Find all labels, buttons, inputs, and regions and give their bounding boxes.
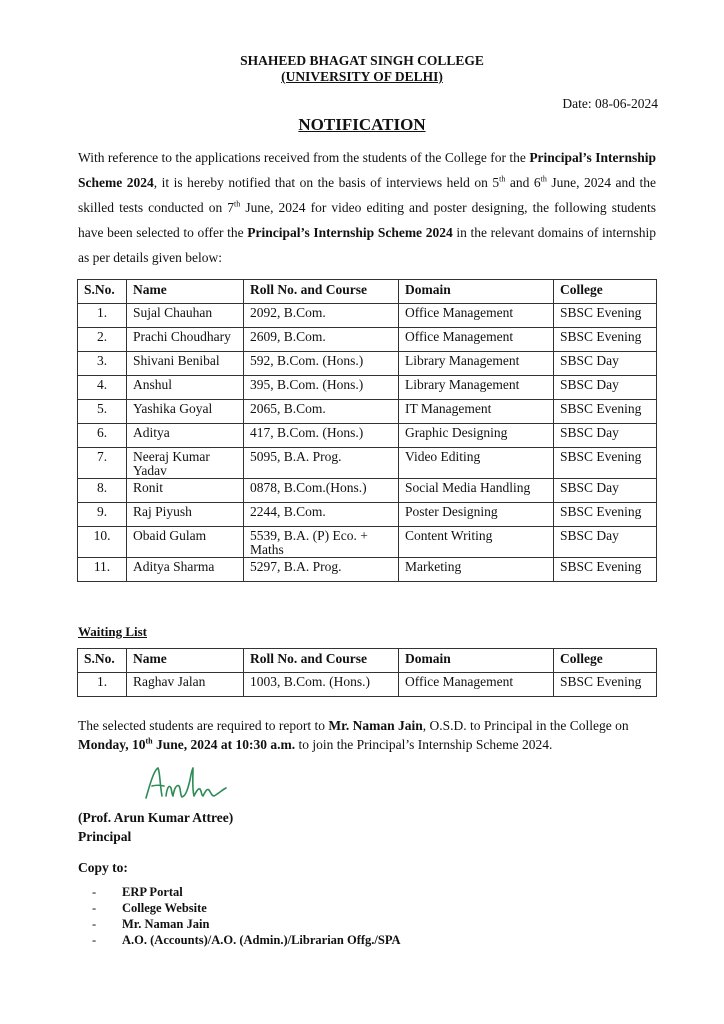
name-cell: Sujal Chauhan xyxy=(127,304,244,328)
intro-text: June, 2024 and the skilled tests conducted on xyxy=(78,175,657,215)
signatory-name: (Prof. Arun Kumar Attree) xyxy=(78,810,234,825)
column-header: College xyxy=(554,649,657,673)
table-row xyxy=(78,376,657,400)
waiting-list-table xyxy=(77,648,657,697)
selected-students-body xyxy=(78,304,657,582)
roll-course-cell: 395, B.Com. (Hons.) xyxy=(244,376,399,400)
serial-number-cell: 7. xyxy=(78,448,127,479)
domain-cell: Social Media Handling xyxy=(399,479,554,503)
table-row xyxy=(78,352,657,376)
name-cell: Raghav Jalan xyxy=(127,673,244,697)
name-cell: Ronit xyxy=(127,479,244,503)
date-suffix: th xyxy=(540,174,547,184)
roll-course-cell: 2065, B.Com. xyxy=(244,400,399,424)
serial-number-cell: 8. xyxy=(78,479,127,503)
report-text: to join the Principal’s Internship Scheme 2024. xyxy=(295,737,553,752)
list-dash: - xyxy=(92,901,97,915)
college-name: SHAHEED BHAGAT SINGH COLLEGE xyxy=(240,53,484,68)
serial-number-cell: 1. xyxy=(78,304,127,328)
college-cell: SBSC Evening xyxy=(554,673,657,697)
serial-number-cell: 5. xyxy=(78,400,127,424)
copy-to-item xyxy=(92,916,401,932)
domain-cell: Office Management xyxy=(399,304,554,328)
college-cell: SBSC Evening xyxy=(554,400,657,424)
name-cell: Raj Piyush xyxy=(127,503,244,527)
report-date xyxy=(78,737,295,752)
date-day: 7 xyxy=(227,200,235,215)
copy-to-heading: Copy to: xyxy=(78,860,128,875)
table-header-row xyxy=(78,280,657,304)
domain-cell: Video Editing xyxy=(399,448,554,479)
name-cell: Shivani Benibal xyxy=(127,352,244,376)
intro-text: and xyxy=(505,175,534,190)
intro-text: , it is hereby notified that on the basis of interviews held on xyxy=(153,175,488,190)
selected-students-table xyxy=(77,279,657,582)
signatory-designation: Principal xyxy=(78,829,132,844)
name-cell: Aditya xyxy=(127,424,244,448)
scheme-name: Principal’s Internship Scheme 2024 xyxy=(247,225,453,240)
column-header: Roll No. and Course xyxy=(244,280,399,304)
serial-number-cell: 2. xyxy=(78,328,127,352)
column-header: Domain xyxy=(399,280,554,304)
roll-course-cell: 5095, B.A. Prog. xyxy=(244,448,399,479)
date-day: 6 xyxy=(533,175,541,190)
roll-course-cell: 5539, B.A. (P) Eco. + Maths xyxy=(244,527,399,558)
serial-number-cell: 11. xyxy=(78,558,127,582)
roll-course-cell: 1003, B.Com. (Hons.) xyxy=(244,673,399,697)
domain-cell: Office Management xyxy=(399,673,554,697)
column-header: Domain xyxy=(399,649,554,673)
letterhead xyxy=(0,53,724,85)
domain-cell: Office Management xyxy=(399,328,554,352)
name-cell: Obaid Gulam xyxy=(127,527,244,558)
name-cell: Aditya Sharma xyxy=(127,558,244,582)
name-cell: Prachi Choudhary xyxy=(127,328,244,352)
report-text: The selected students are required to report to xyxy=(78,718,329,733)
roll-course-cell: 2609, B.Com. xyxy=(244,328,399,352)
column-header: Name xyxy=(127,280,244,304)
column-header: Roll No. and Course xyxy=(244,649,399,673)
name-cell: Anshul xyxy=(127,376,244,400)
domain-cell: Library Management xyxy=(399,376,554,400)
list-dash: - xyxy=(92,933,97,947)
table-row xyxy=(78,558,657,582)
copy-to-text: ERP Portal xyxy=(122,885,183,899)
table-row xyxy=(78,673,657,697)
column-header: S.No. xyxy=(78,280,127,304)
copy-to-text: Mr. Naman Jain xyxy=(122,917,210,931)
college-cell: SBSC Evening xyxy=(554,448,657,479)
name-cell: Yashika Goyal xyxy=(127,400,244,424)
scheme-name: Principal’s Internship Scheme 2024 xyxy=(78,150,656,190)
college-cell: SBSC Day xyxy=(554,479,657,503)
contact-person: Mr. Naman Jain xyxy=(328,718,423,733)
table-row xyxy=(78,304,657,328)
domain-cell: Marketing xyxy=(399,558,554,582)
intro-text: in the relevant domains of internship as per details given below: xyxy=(78,225,656,265)
report-text: , O.S.D. to Principal in the College on xyxy=(422,718,629,733)
domain-cell: Graphic Designing xyxy=(399,424,554,448)
column-header: S.No. xyxy=(78,649,127,673)
college-cell: SBSC Evening xyxy=(554,304,657,328)
copy-to-text: A.O. (Accounts)/A.O. (Admin.)/Librarian Offg./SPA xyxy=(122,933,401,947)
table-row xyxy=(78,400,657,424)
intro-text: June, 2024 for video editing and poster designing, the following students have been selected to offer the xyxy=(78,200,656,240)
serial-number-cell: 10. xyxy=(78,527,127,558)
signatory-block xyxy=(78,808,233,846)
intro-paragraph xyxy=(78,145,656,270)
domain-cell: IT Management xyxy=(399,400,554,424)
table-header-row xyxy=(78,649,657,673)
intro-text: With reference to the applications received from the students of the College for the xyxy=(78,150,526,165)
copy-to-text: College Website xyxy=(122,901,207,915)
copy-to-item xyxy=(92,932,401,948)
page-title: NOTIFICATION xyxy=(298,115,426,134)
college-cell: SBSC Evening xyxy=(554,558,657,582)
table-row xyxy=(78,527,657,558)
domain-cell: Poster Designing xyxy=(399,503,554,527)
serial-number-cell: 1. xyxy=(78,673,127,697)
table-row xyxy=(78,479,657,503)
date-suffix: th xyxy=(234,199,241,209)
copy-to-item xyxy=(92,884,401,900)
report-date-text: June, 2024 at 10:30 a.m. xyxy=(152,737,296,752)
list-dash: - xyxy=(92,917,97,931)
date-day: 5 xyxy=(492,175,500,190)
table-row xyxy=(78,328,657,352)
serial-number-cell: 3. xyxy=(78,352,127,376)
name-cell: Neeraj Kumar Yadav xyxy=(127,448,244,479)
date-suffix: th xyxy=(145,736,153,746)
college-cell: SBSC Evening xyxy=(554,328,657,352)
copy-to-list xyxy=(92,884,401,948)
domain-cell: Library Management xyxy=(399,352,554,376)
table-row xyxy=(78,424,657,448)
roll-course-cell: 0878, B.Com.(Hons.) xyxy=(244,479,399,503)
university-name: (UNIVERSITY OF DELHI) xyxy=(281,69,443,84)
column-header: Name xyxy=(127,649,244,673)
table-row xyxy=(78,448,657,479)
roll-course-cell: 417, B.Com. (Hons.) xyxy=(244,424,399,448)
domain-cell: Content Writing xyxy=(399,527,554,558)
notification-date: Date: 08-06-2024 xyxy=(562,96,658,111)
waiting-list-title: Waiting List xyxy=(78,624,147,639)
date-suffix: th xyxy=(499,174,506,184)
report-date-text: Monday, 10 xyxy=(78,737,146,752)
college-cell: SBSC Day xyxy=(554,376,657,400)
roll-course-cell: 2092, B.Com. xyxy=(244,304,399,328)
copy-to-item xyxy=(92,900,401,916)
serial-number-cell: 4. xyxy=(78,376,127,400)
college-cell: SBSC Day xyxy=(554,424,657,448)
roll-course-cell: 2244, B.Com. xyxy=(244,503,399,527)
report-instructions xyxy=(78,716,668,754)
roll-course-cell: 592, B.Com. (Hons.) xyxy=(244,352,399,376)
college-cell: SBSC Evening xyxy=(554,503,657,527)
college-cell: SBSC Day xyxy=(554,352,657,376)
column-header: College xyxy=(554,280,657,304)
serial-number-cell: 9. xyxy=(78,503,127,527)
waiting-list-body xyxy=(78,673,657,697)
college-cell: SBSC Day xyxy=(554,527,657,558)
table-row xyxy=(78,503,657,527)
serial-number-cell: 6. xyxy=(78,424,127,448)
list-dash: - xyxy=(92,885,97,899)
roll-course-cell: 5297, B.A. Prog. xyxy=(244,558,399,582)
principal-signature xyxy=(140,762,232,806)
